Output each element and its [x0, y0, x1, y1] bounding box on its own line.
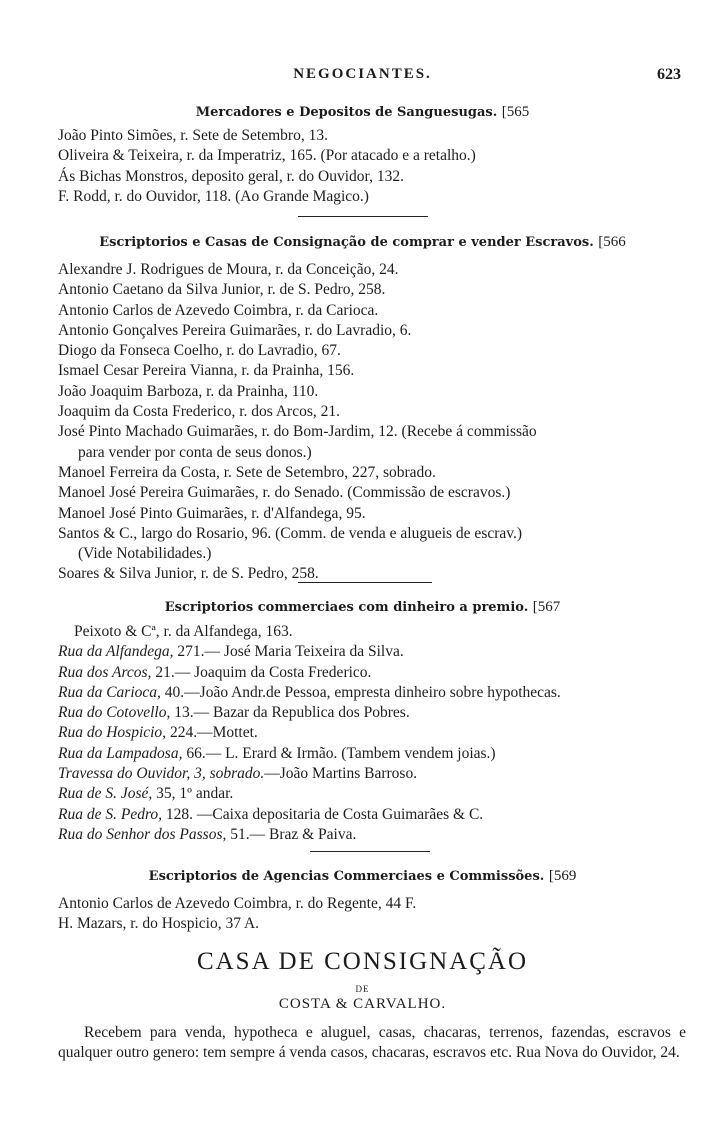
list-item: Ás Bichas Monstros, deposito geral, r. do Ouvidor, 132.	[58, 167, 404, 185]
list-item: Ismael Cesar Pereira Vianna, r. da Prainha, 156.	[58, 362, 355, 380]
list-item: Manoel José Pinto Guimarães, r. d'Alfandega, 95.	[58, 504, 366, 522]
list-item: Alexandre J. Rodrigues de Moura, r. da Conceição, 24.	[58, 261, 399, 278]
section-list-agencias	[58, 894, 698, 935]
section-title-sanguesugas	[0, 104, 725, 121]
section-number: [566	[598, 234, 626, 250]
advert-firm: COSTA & CARVALHO.	[278, 996, 447, 1012]
section-title-escravos	[0, 234, 725, 251]
list-item: Rua do Senhor dos Passos, 51.— Braz & Paiva.	[58, 825, 357, 843]
page-number: 623	[657, 66, 681, 83]
list-item: Santos & C., largo do Rosario, 96. (Comm. de venda e alugueis de escrav.)	[58, 524, 523, 542]
list-item: Antonio Gonçalves Pereira Guimarães, r. do Lavradio, 6.	[58, 321, 412, 339]
page-header	[0, 66, 725, 90]
section-title-text: Escriptorios e Casas de Consignação de comprar e vender Escravos.	[99, 235, 594, 250]
list-item: Manoel José Pereira Guimarães, r. do Senado. (Commissão de escravos.)	[58, 484, 511, 502]
list-item: Antonio Caetano da Silva Junior, r. de S. Pedro, 258.	[58, 281, 386, 299]
list-item: Rua de S. Pedro, 128. —Caixa depositaria de Costa Guimarães & C.	[58, 805, 484, 823]
list-item: Rua do Hospicio, 224.—Mottet.	[58, 724, 258, 742]
list-item: Oliveira & Teixeira, r. da Imperatriz, 165. (Por atacado e a retalho.)	[58, 147, 476, 165]
list-item: Rua dos Arcos, 21.— Joaquim da Costa Frederico.	[58, 663, 372, 681]
list-item: F. Rodd, r. do Ouvidor, 118. (Ao Grande Magico.)	[58, 187, 369, 205]
list-item: Joaquim da Costa Frederico, r. dos Arcos, 21.	[58, 403, 340, 421]
list-item: José Pinto Machado Guimarães, r. do Bom-Jardim, 12. (Recebe á commissão	[58, 423, 537, 441]
divider-rule	[298, 216, 428, 217]
section-number: [569	[548, 868, 577, 884]
list-item: João Pinto Simões, r. Sete de Setembro, 13.	[58, 127, 328, 144]
advert-de: DE	[355, 984, 370, 994]
section-title-agencias	[0, 868, 725, 885]
list-item: (Vide Notabilidades.)	[78, 545, 212, 563]
list-item: Antonio Carlos de Azevedo Coimbra, r. da Carioca.	[58, 301, 379, 319]
running-head: NEGOCIANTES.	[293, 66, 432, 82]
list-item: Peixoto & Cª, r. da Alfandega, 163.	[74, 623, 293, 640]
section-list-escravos	[58, 260, 698, 585]
section-title-text: Mercadores e Depositos de Sanguesugas.	[195, 105, 498, 120]
list-item: Antonio Carlos de Azevedo Coimbra, r. do Regente, 44 F.	[58, 895, 417, 912]
list-item: Rua de S. José, 35, 1º andar.	[58, 785, 234, 803]
section-number: [567	[532, 599, 561, 615]
list-item: Rua da Lampadosa, 66.— L. Erard & Irmão. (Tambem vendem joias.)	[58, 744, 496, 762]
section-title-text: Escriptorios commerciaes com dinheiro a premio.	[164, 600, 529, 615]
section-number: [565	[501, 104, 530, 120]
advert-title: CASA DE CONSIGNAÇÃO	[196, 948, 529, 975]
section-list-premio	[58, 622, 698, 845]
list-item: Travessa do Ouvidor, 3, sobrado.—João Martins Barroso.	[58, 765, 418, 783]
divider-rule	[310, 851, 430, 852]
list-item: Diogo da Fonseca Coelho, r. do Lavradio, 67.	[58, 342, 341, 360]
list-item: Rua da Alfandega, 271.— José Maria Teixeira da Silva.	[58, 643, 404, 661]
list-item: Soares & Silva Junior, r. de S. Pedro, 258.	[58, 565, 319, 583]
divider-rule	[298, 582, 432, 583]
section-title-premio	[0, 599, 725, 616]
list-item: H. Mazars, r. do Hospicio, 37 A.	[58, 915, 260, 933]
section-list-sanguesugas	[58, 126, 698, 207]
list-item: Manoel Ferreira da Costa, r. Sete de Setembro, 227, sobrado.	[58, 463, 436, 481]
list-item: João Joaquim Barboza, r. da Prainha, 110.	[58, 382, 319, 400]
list-item: Rua do Cotovello, 13.— Bazar da Republica dos Pobres.	[58, 704, 410, 722]
list-item: para vender por conta de seus donos.)	[78, 443, 312, 461]
advert-text: Recebem para venda, hypotheca e aluguel, casas, chacaras, terrenos, fazendas, escravos e qualquer outro genero: tem sempre á venda casos, chacaras, escravos etc. Rua Nova do Ouvidor, 24.	[58, 1024, 686, 1061]
section-title-text: Escriptorios de Agencias Commerciaes e Commissões.	[148, 869, 545, 884]
list-item: Rua da Carioca, 40.—João Andr.de Pessoa, empresta dinheiro sobre hypothecas.	[58, 683, 561, 701]
